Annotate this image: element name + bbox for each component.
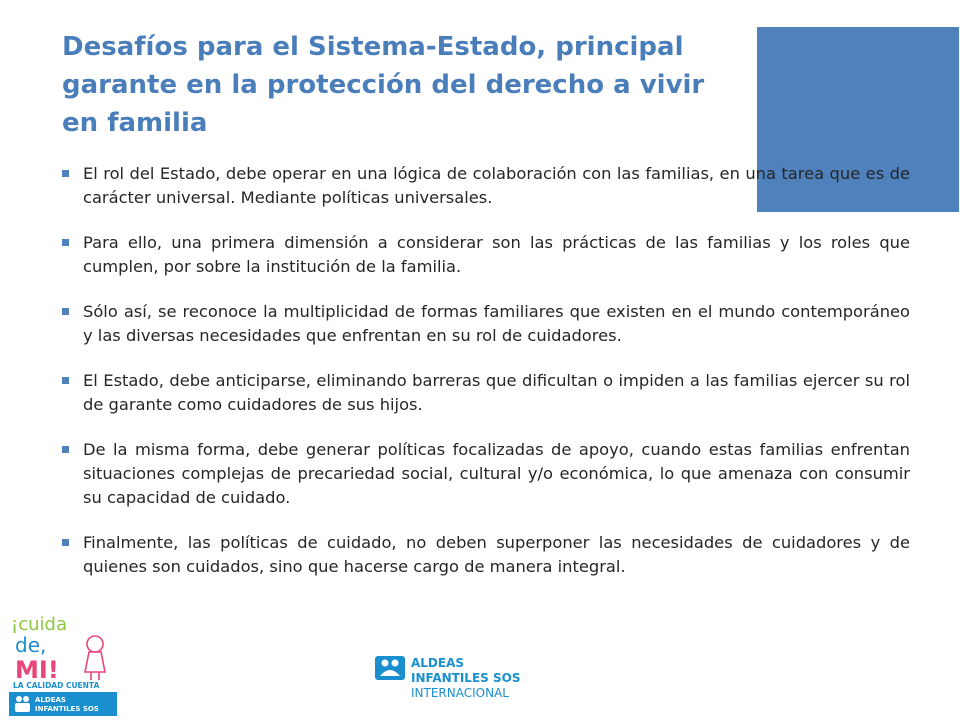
bullet-text: Para ello, una primera dimensión a considerar son las prácticas de las familias y los roles que cumplen, por sobre la institución de la familia. (83, 233, 910, 276)
campaign-org-line1: ALDEAS (35, 696, 66, 704)
bullet-text: El Estado, debe anticiparse, eliminando barreras que dificultan o impiden a las familias ejercer su rol de garante como cuidadores de sus hijos. (83, 371, 910, 414)
bullet-item (62, 162, 910, 210)
campaign-logo (9, 608, 117, 716)
bullet-text: Finalmente, las políticas de cuidado, no deben superponer las necesidades de cuidadores y de quienes son cuidados, sino que hacerse cargo de manera integral. (83, 533, 910, 576)
bullet-item (62, 531, 910, 579)
campaign-tagline: LA CALIDAD CUENTA (13, 681, 100, 690)
bullet-text: El rol del Estado, debe operar en una lógica de colaboración con las familias, en una tarea que es de carácter universal. Mediante políticas universales. (83, 164, 910, 207)
sos-line2: INFANTILES SOS (411, 671, 521, 685)
square-bullet-icon (62, 539, 69, 546)
bullet-list (62, 162, 910, 600)
square-bullet-icon (62, 170, 69, 177)
campaign-line2: de, (15, 633, 47, 657)
bullet-item (62, 300, 910, 348)
campaign-org-line2: INFANTILES SOS (35, 705, 99, 713)
bullet-text: Sólo así, se reconoce la multiplicidad de formas familiares que existen en el mundo contemporáneo y las diversas necesidades que enfrentan en su rol de cuidadores. (83, 302, 910, 345)
title-line: garante en la protección del derecho a vivir (62, 70, 705, 100)
square-bullet-icon (62, 446, 69, 453)
square-bullet-icon (62, 239, 69, 246)
bullet-item (62, 231, 910, 279)
bullet-item (62, 438, 910, 510)
square-bullet-icon (62, 308, 69, 315)
child-figure-icon (85, 636, 105, 680)
sos-line3: INTERNACIONAL (411, 686, 509, 700)
square-bullet-icon (62, 377, 69, 384)
slide-title (62, 28, 762, 142)
campaign-line1: ¡cuida (11, 614, 67, 635)
sos-emblem-icon (375, 656, 405, 680)
sos-logo (375, 652, 545, 702)
title-line: Desafíos para el Sistema-Estado, principal (62, 32, 684, 62)
sos-line1: ALDEAS (411, 656, 465, 670)
bullet-text: De la misma forma, debe generar políticas focalizadas de apoyo, cuando estas familias enfrentan situaciones complejas de precariedad social, cultural y/o económica, lo que amenaza con consumir su capacidad de cuidado. (83, 440, 910, 507)
campaign-line3: MI! (15, 656, 59, 684)
title-line: en familia (62, 108, 208, 138)
bullet-item (62, 369, 910, 417)
